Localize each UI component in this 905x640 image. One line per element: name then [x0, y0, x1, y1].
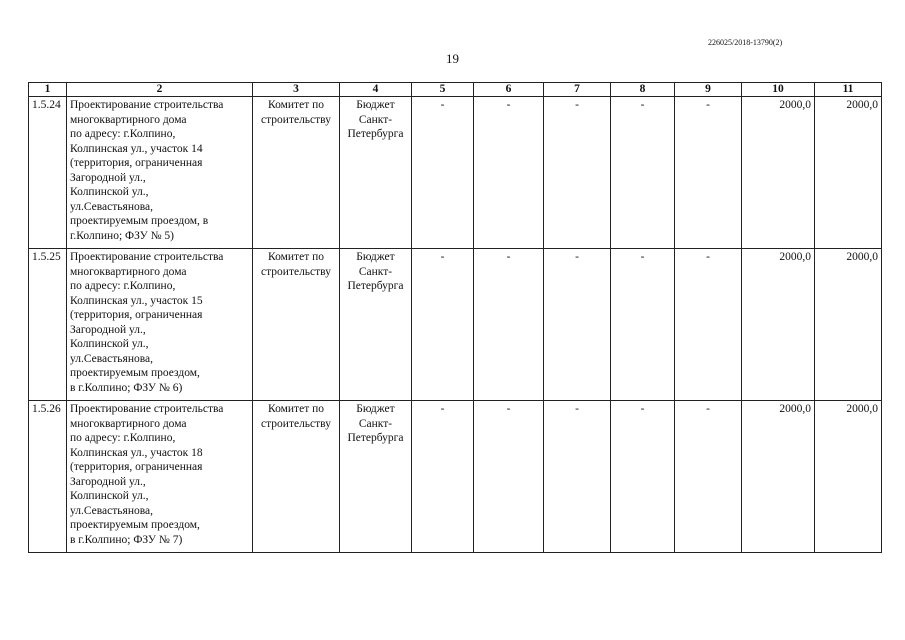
column-header: 10: [742, 83, 815, 97]
activity-name-line: Колпинской ул.,: [70, 490, 149, 502]
activity-name-line: Загородной ул.,: [70, 323, 146, 336]
column-header: 11: [815, 83, 882, 97]
value-cell-11: 2000,0: [815, 249, 882, 401]
activity-name-line: Проектирование строительства: [70, 99, 224, 111]
value-cell-5: -: [412, 97, 474, 249]
executor: [253, 401, 340, 553]
page-number: 19: [446, 51, 459, 66]
activity-name-line: ул.Севастьянова,: [70, 352, 153, 365]
value-cell-8: -: [611, 97, 675, 249]
value-cell-9: -: [675, 97, 742, 249]
funding-source-line: Бюджет: [356, 251, 395, 263]
column-header: 6: [474, 83, 544, 97]
column-header: 4: [340, 83, 412, 97]
value-cell-6: -: [474, 249, 544, 401]
executor-line: Комитет по: [268, 99, 324, 111]
activity-name-line: в г.Колпино; ФЗУ № 7): [70, 533, 183, 546]
activity-name-line: Колпинская ул., участок 14: [70, 142, 203, 155]
funding-source: [340, 97, 412, 249]
value-cell-9: -: [675, 249, 742, 401]
activity-name-line: по адресу: г.Колпино,: [70, 128, 176, 140]
activity-name-line: многоквартирного дома: [70, 113, 187, 126]
value-cell-5: -: [412, 249, 474, 401]
value-cell-6: -: [474, 97, 544, 249]
value-cell-7: -: [544, 97, 611, 249]
row-number: 1.5.25: [29, 249, 67, 401]
value-cell-5: -: [412, 401, 474, 553]
value-cell-8: -: [611, 401, 675, 553]
activity-name-line: Колпинской ул.,: [70, 338, 149, 350]
executor-line: строительству: [261, 113, 331, 126]
executor-line: Комитет по: [268, 403, 324, 415]
activity-name-line: ул.Севастьянова,: [70, 504, 153, 517]
row-number: 1.5.24: [29, 97, 67, 249]
activity-name-line: многоквартирного дома: [70, 417, 187, 430]
row-number: 1.5.26: [29, 401, 67, 553]
executor-line: строительству: [261, 265, 331, 278]
column-header: 1: [29, 83, 67, 97]
activity-name: [67, 249, 253, 401]
activity-name-line: в г.Колпино; ФЗУ № 6): [70, 381, 183, 394]
activity-name-line: г.Колпино; ФЗУ № 5): [70, 229, 175, 242]
value-cell-7: -: [544, 401, 611, 553]
executor-line: Комитет по: [268, 251, 324, 263]
funding-source-line: Санкт-: [358, 417, 393, 430]
value-cell-10: 2000,0: [742, 97, 815, 249]
activity-name-line: Загородной ул.,: [70, 475, 146, 488]
column-header: 9: [675, 83, 742, 97]
activity-name-line: Проектирование строительства: [70, 251, 224, 263]
activity-name-line: Проектирование строительства: [70, 403, 224, 415]
funding-source-line: Санкт-: [358, 113, 393, 126]
funding-source: [340, 401, 412, 553]
document-id: 226025/2018-13790(2): [708, 38, 783, 47]
column-header: 2: [67, 83, 253, 97]
activity-name-line: Колпинская ул., участок 18: [70, 446, 203, 459]
table-row: [29, 401, 882, 553]
activity-name-line: по адресу: г.Колпино,: [70, 280, 176, 292]
executor: [253, 249, 340, 401]
funding-source: [340, 249, 412, 401]
value-cell-11: 2000,0: [815, 97, 882, 249]
value-cell-9: -: [675, 401, 742, 553]
activity-name: [67, 401, 253, 553]
column-header: 3: [253, 83, 340, 97]
value-cell-10: 2000,0: [742, 249, 815, 401]
table-row: [29, 97, 882, 249]
value-cell-6: -: [474, 401, 544, 553]
executor: [253, 97, 340, 249]
activity-name-line: ул.Севастьянова,: [70, 200, 153, 213]
activity-name-line: (территория, ограниченная: [70, 461, 203, 473]
activity-name-line: проектируемым проездом,: [70, 367, 200, 379]
funding-source-line: Петербурга: [347, 280, 404, 292]
value-cell-8: -: [611, 249, 675, 401]
activity-name-line: проектируемым проездом,: [70, 519, 200, 531]
funding-source-line: Санкт-: [358, 265, 393, 278]
table-header-row: [29, 83, 882, 97]
activity-name-line: (территория, ограниченная: [70, 309, 203, 321]
program-table: [28, 82, 882, 553]
funding-source-line: Бюджет: [356, 403, 395, 415]
column-header: 8: [611, 83, 675, 97]
column-header: 7: [544, 83, 611, 97]
activity-name-line: (территория, ограниченная: [70, 157, 203, 169]
activity-name-line: по адресу: г.Колпино,: [70, 432, 176, 444]
executor-line: строительству: [261, 417, 331, 430]
column-header: 5: [412, 83, 474, 97]
activity-name-line: Колпинской ул.,: [70, 186, 149, 198]
funding-source-line: Петербурга: [347, 128, 404, 140]
activity-name-line: Загородной ул.,: [70, 171, 146, 184]
value-cell-10: 2000,0: [742, 401, 815, 553]
funding-source-line: Бюджет: [356, 99, 395, 111]
table-row: [29, 249, 882, 401]
value-cell-11: 2000,0: [815, 401, 882, 553]
activity-name-line: проектируемым проездом, в: [70, 215, 209, 227]
activity-name: [67, 97, 253, 249]
funding-source-line: Петербурга: [347, 432, 404, 444]
activity-name-line: многоквартирного дома: [70, 265, 187, 278]
activity-name-line: Колпинская ул., участок 15: [70, 294, 203, 307]
value-cell-7: -: [544, 249, 611, 401]
